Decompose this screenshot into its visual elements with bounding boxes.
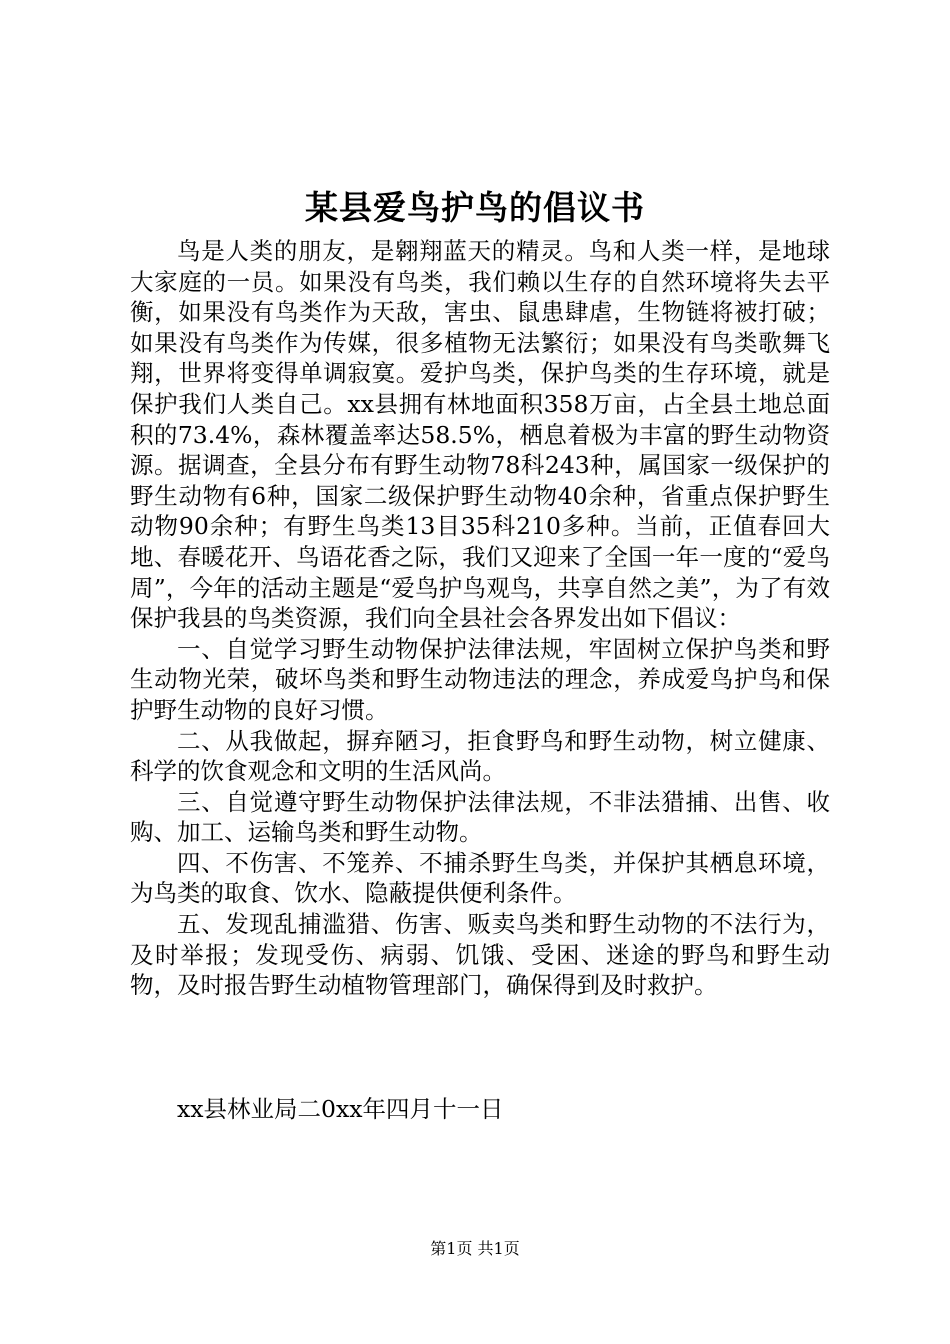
proposal-paragraph-1: 一、自觉学习野生动物保护法律法规，牢固树立保护鸟类和野生动物光荣，破坏鸟类和野生动物违法的理念，养成爱鸟护鸟和保护野生动物的良好习惯。 (130, 634, 830, 724)
signature-line: xx县林业局二0xx年四月十一日 (177, 1095, 504, 1123)
proposal-paragraph-4: 四、不伤害、不笼养、不捕杀野生鸟类，并保护其栖息环境，为鸟类的取食、饮水、隐蔽提供便利条件。 (130, 848, 830, 908)
intro-paragraph: 鸟是人类的朋友，是翱翔蓝天的精灵。鸟和人类一样，是地球大家庭的一员。如果没有鸟类，我们赖以生存的自然环境将失去平衡，如果没有鸟类作为天敌，害虫、鼠患肆虐，生物链将被打破；如果没有鸟类作为传媒，很多植物无法繁衍；如果没有鸟类歌舞飞翔，世界将变得单调寂寞。爱护鸟类，保护鸟类的生存环境，就是保护我们人类自己。xx县拥有林地面积358万亩，占全县土地总面积的73.4%，森林覆盖率达58.5%，栖息着极为丰富的野生动物资源。据调查，全县分布有野生动物78科243种，属国家一级保护的野生动物有6种，国家二级保护野生动物40余种，省重点保护野生动物90余种；有野生鸟类13目35科210多种。当前，正值春回大地、春暖花开、鸟语花香之际，我们又迎来了全国一年一度的“爱鸟周”，今年的活动主题是“爱鸟护鸟观鸟，共享自然之美”，为了有效保护我县的鸟类资源，我们向全县社会各界发出如下倡议： (130, 237, 830, 633)
document-body (130, 236, 830, 1001)
proposal-paragraph-2: 二、从我做起，摒弃陋习，拒食野鸟和野生动物，树立健康、科学的饮食观念和文明的生活风尚。 (130, 726, 830, 786)
proposal-paragraph-5: 五、发现乱捕滥猎、伤害、贩卖鸟类和野生动物的不法行为，及时举报；发现受伤、病弱、饥饿、受困、迷途的野鸟和野生动物，及时报告野生动植物管理部门，确保得到及时救护。 (130, 910, 830, 1000)
proposal-paragraph-3: 三、自觉遵守野生动物保护法律法规，不非法猎捕、出售、收购、加工、运输鸟类和野生动物。 (130, 787, 830, 847)
document-title: 某县爱鸟护鸟的倡议书 (305, 188, 645, 227)
page-footer: 第1页 共1页 (430, 1239, 520, 1258)
